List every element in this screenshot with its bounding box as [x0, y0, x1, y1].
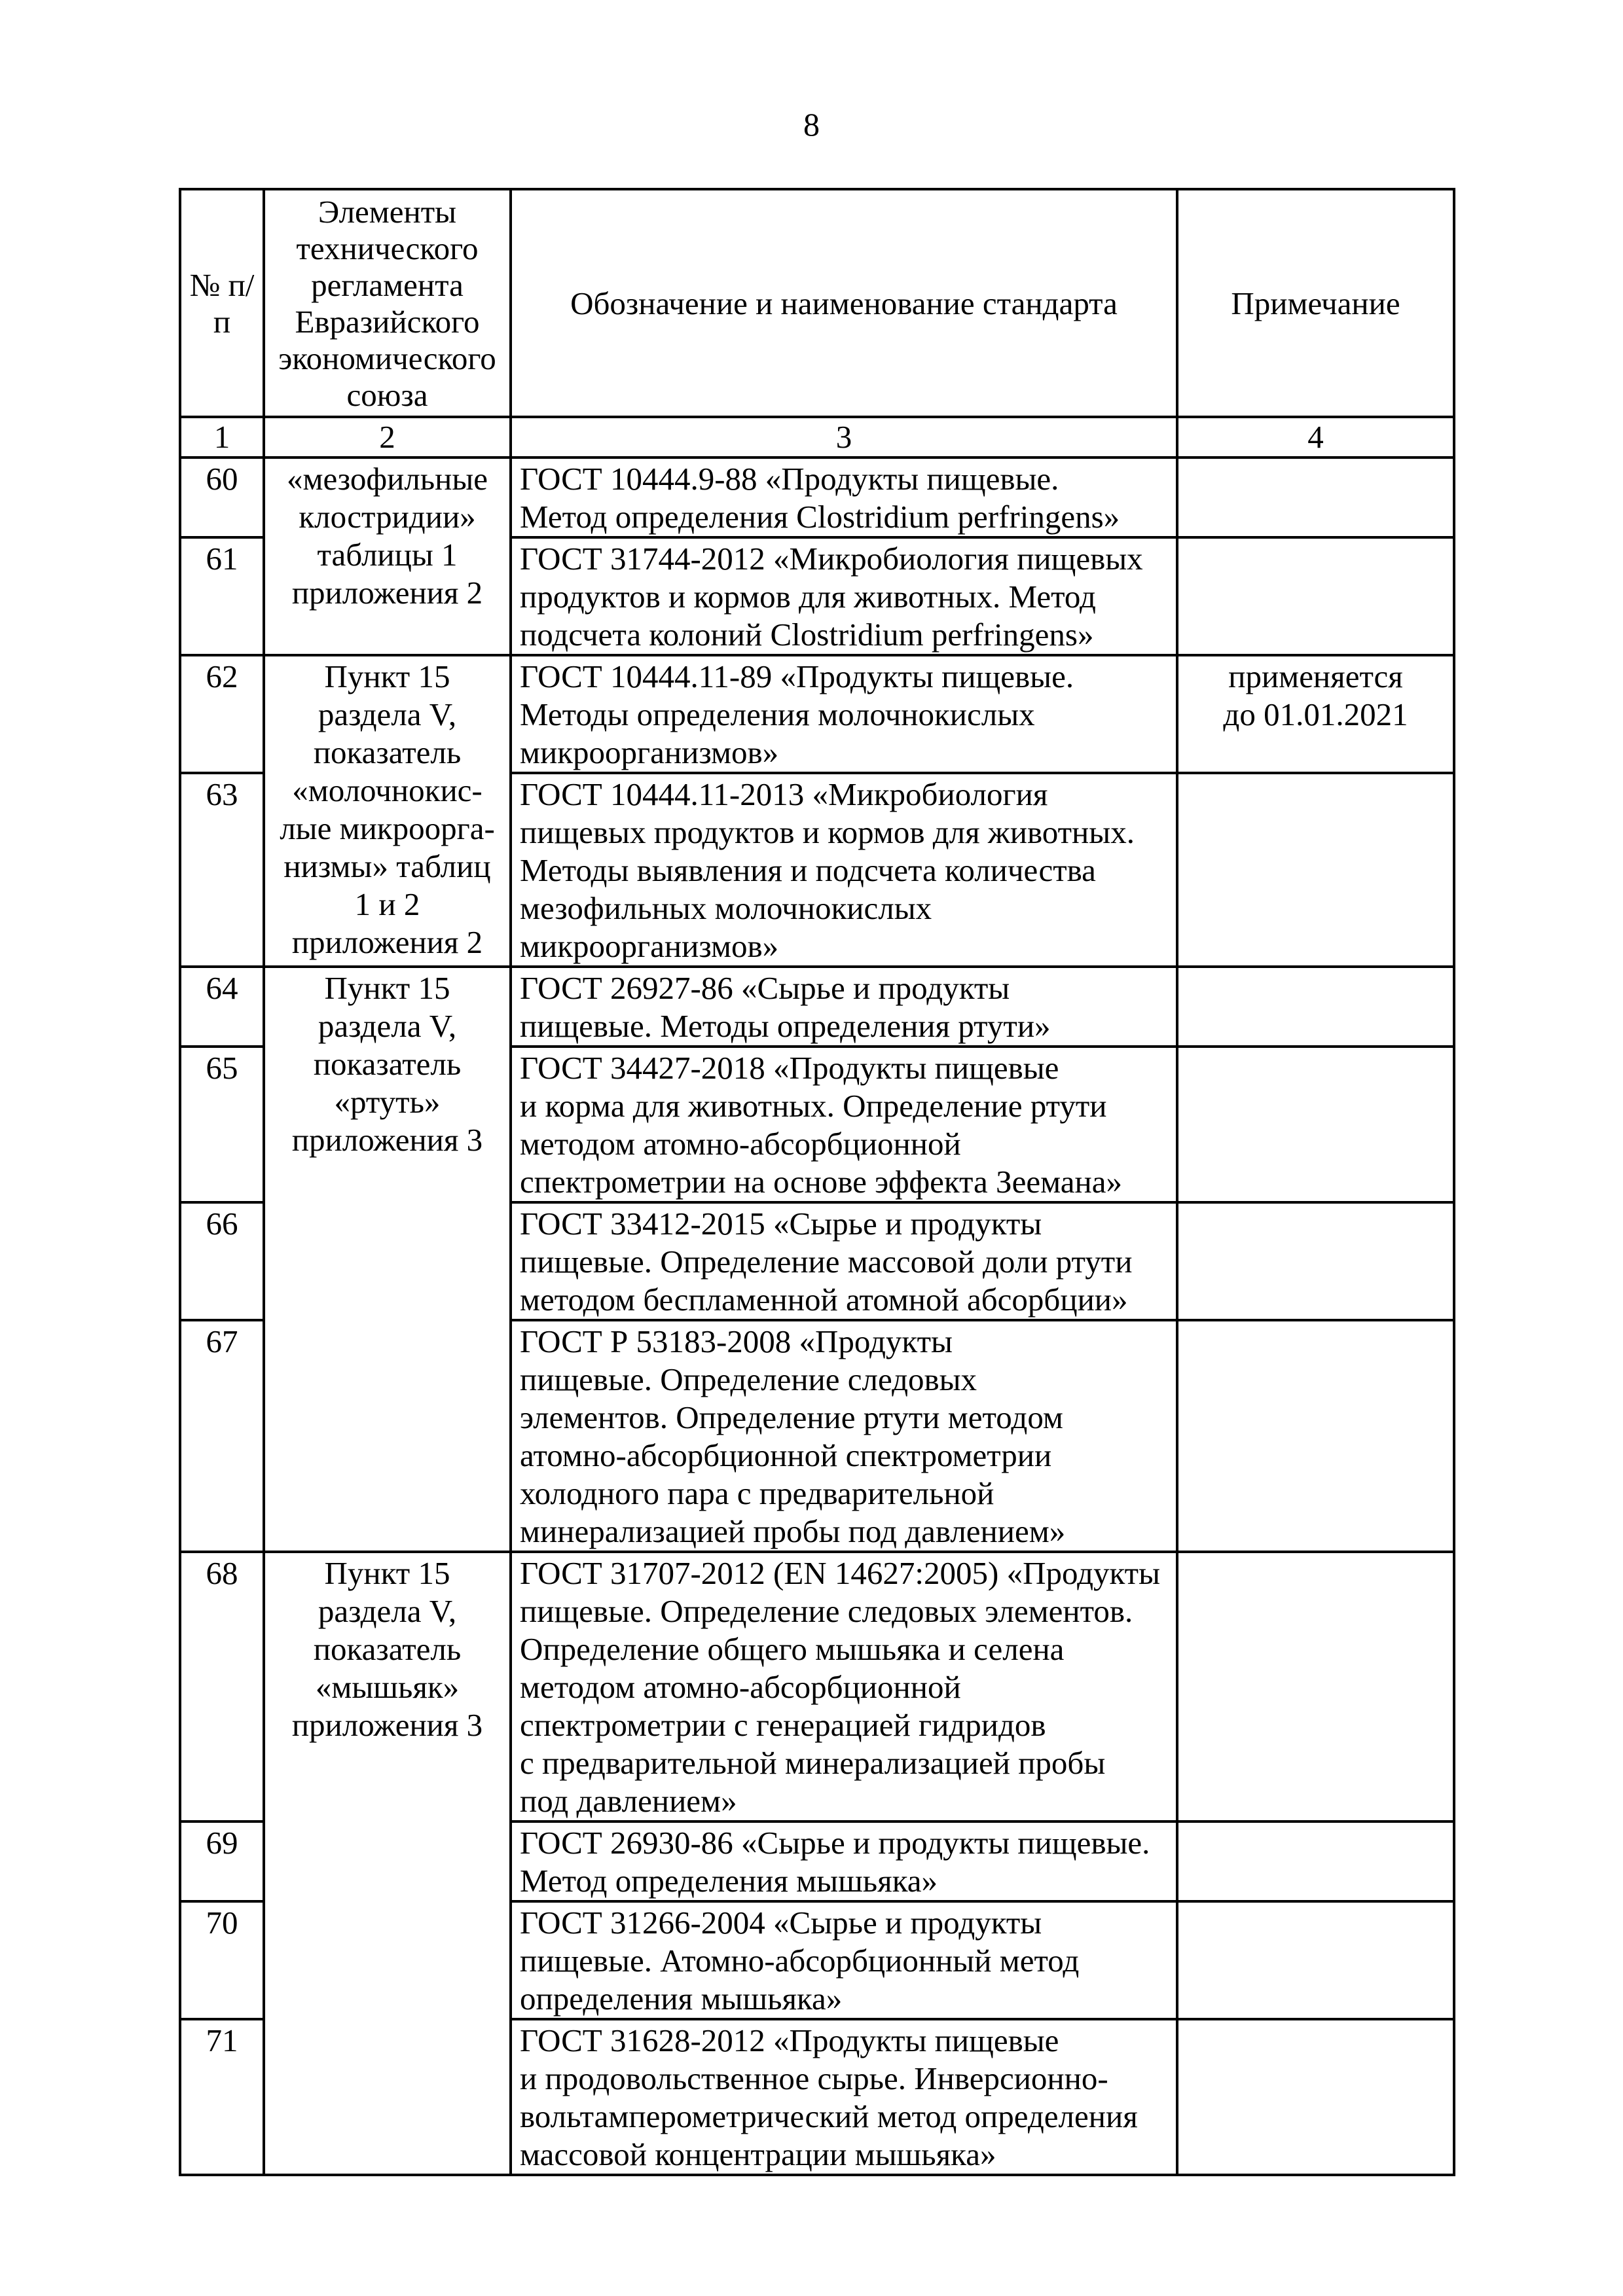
note-cell [1177, 457, 1454, 537]
column-number-row [180, 417, 1454, 457]
row-number: 69 [180, 1821, 264, 1901]
standard-cell: ГОСТ 10444.11-89 «Продукты пищевые. Методы определения молочнокислых микроорганизмов» [511, 655, 1177, 773]
column-number: 1 [180, 417, 264, 457]
standard-cell: ГОСТ 10444.11-2013 «Микробиология пищевых продуктов и кормов для животных. Методы выявления и подсчета количества мезофильных молочнокислых микроорганизмов» [511, 773, 1177, 967]
standard-cell: ГОСТ 31628-2012 «Продукты пищевые и продовольственное сырье. Инверсионно- вольтамперометрический метод определения массовой концентрации мышьяка» [511, 2019, 1177, 2175]
row-number: 65 [180, 1047, 264, 1202]
row-number: 66 [180, 1202, 264, 1320]
header-note: Примечание [1177, 189, 1454, 417]
element-cell: Пункт 15 раздела V, показатель «ртуть» приложения 3 [264, 967, 511, 1552]
column-number: 3 [511, 417, 1177, 457]
row-number: 60 [180, 457, 264, 537]
header-element: Элементы технического регламента Евразийского экономического союза [264, 189, 511, 417]
element-cell: Пункт 15 раздела V, показатель «молочнокис-лые микроорга-низмы» таблиц 1 и 2 приложения 2 [264, 655, 511, 967]
header-num: № п/п [180, 189, 264, 417]
table-row [180, 967, 1454, 1047]
row-number: 67 [180, 1320, 264, 1552]
note-cell [1177, 2019, 1454, 2175]
element-cell: «мезофильные клостридии» таблицы 1 приложения 2 [264, 457, 511, 655]
column-number: 2 [264, 417, 511, 457]
standard-cell: ГОСТ 31707-2012 (EN 14627:2005) «Продукты пищевые. Определение следовых элементов. Определение общего мышьяка и селена методом атомно-абсорбционной спектрометрии с генерацией гидридов с предварительной минерализацией пробы под давлением» [511, 1552, 1177, 1821]
row-number: 64 [180, 967, 264, 1047]
note-cell [1177, 1320, 1454, 1552]
table-row [180, 457, 1454, 537]
standard-cell: ГОСТ Р 53183-2008 «Продукты пищевые. Определение следовых элементов. Определение ртути методом атомно-абсорбционной спектрометрии холодного пара с предварительной минерализацией пробы под давлением» [511, 1320, 1177, 1552]
note-cell [1177, 537, 1454, 655]
note-cell [1177, 1047, 1454, 1202]
standard-cell: ГОСТ 26930-86 «Сырье и продукты пищевые. Метод определения мышьяка» [511, 1821, 1177, 1901]
standard-cell: ГОСТ 31266-2004 «Сырье и продукты пищевые. Атомно-абсорбционный метод определения мышьяка» [511, 1901, 1177, 2019]
standard-cell: ГОСТ 34427-2018 «Продукты пищевые и корма для животных. Определение ртути методом атомно-абсорбционной спектрометрии на основе эффекта Зеемана» [511, 1047, 1177, 1202]
table-row [180, 1552, 1454, 1821]
row-number: 68 [180, 1552, 264, 1821]
note-cell [1177, 1202, 1454, 1320]
standard-cell: ГОСТ 31744-2012 «Микробиология пищевых продуктов и кормов для животных. Метод подсчета колоний Clostridium perfringens» [511, 537, 1177, 655]
row-number: 63 [180, 773, 264, 967]
table-row [180, 655, 1454, 773]
row-number: 71 [180, 2019, 264, 2175]
element-cell: Пункт 15 раздела V, показатель «мышьяк» приложения 3 [264, 1552, 511, 2175]
note-cell [1177, 1901, 1454, 2019]
page-number: 8 [803, 106, 820, 143]
header-standard: Обозначение и наименование стандарта [511, 189, 1177, 417]
standards-table [179, 188, 1455, 2176]
note-cell [1177, 967, 1454, 1047]
standard-cell: ГОСТ 26927-86 «Сырье и продукты пищевые. Методы определения ртути» [511, 967, 1177, 1047]
row-number: 62 [180, 655, 264, 773]
standard-cell: ГОСТ 33412-2015 «Сырье и продукты пищевые. Определение массовой доли ртути методом беспламенной атомной абсорбции» [511, 1202, 1177, 1320]
standard-cell: ГОСТ 10444.9-88 «Продукты пищевые. Метод определения Clostridium perfringens» [511, 457, 1177, 537]
row-number: 61 [180, 537, 264, 655]
row-number: 70 [180, 1901, 264, 2019]
note-cell [1177, 1821, 1454, 1901]
note-cell [1177, 773, 1454, 967]
note-cell [1177, 1552, 1454, 1821]
column-number: 4 [1177, 417, 1454, 457]
note-cell: применяется до 01.01.2021 [1177, 655, 1454, 773]
table-header-row [180, 189, 1454, 417]
